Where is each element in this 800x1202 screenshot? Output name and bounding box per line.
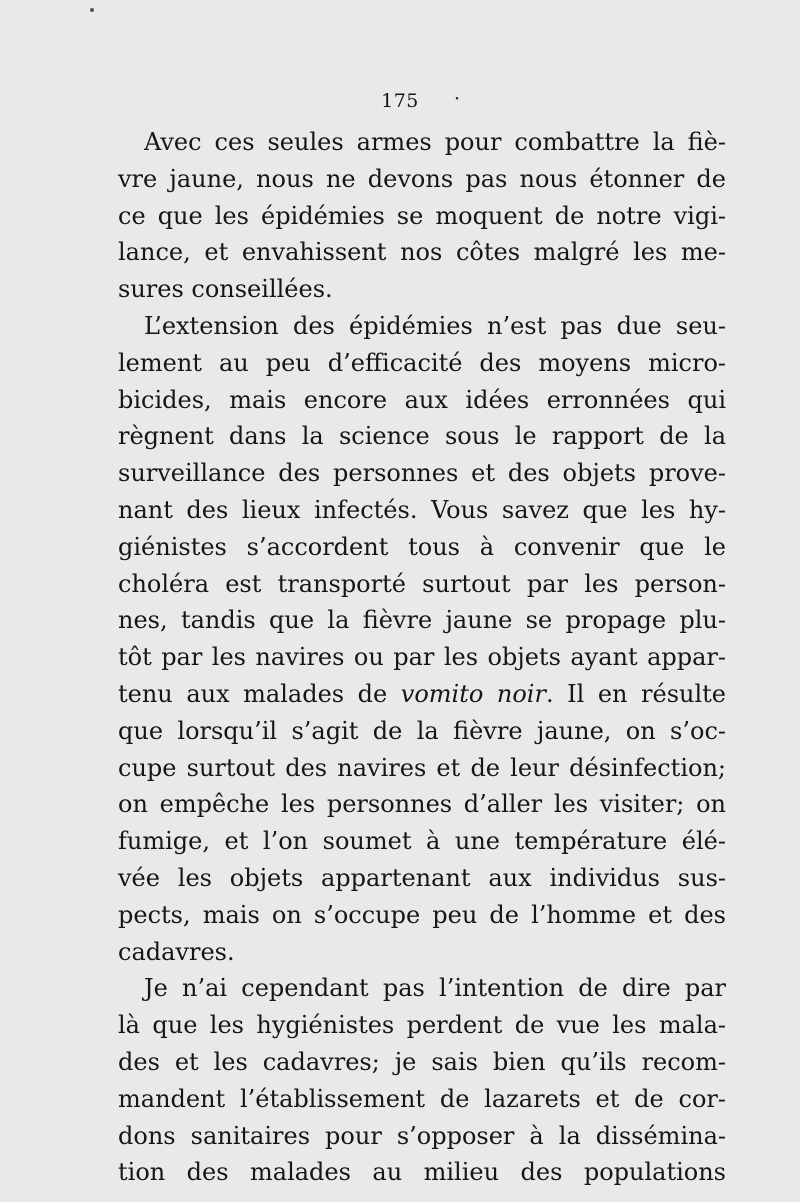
text-line: nes, tandis que la fièvre jaune se propage plu- — [118, 606, 726, 635]
ink-speck — [90, 8, 94, 12]
page-number — [0, 90, 800, 112]
text-line: ce que les épidémies se moquent de notre vigi- — [118, 201, 726, 230]
text-line: lement au peu d’efficacité des moyens micro- — [118, 348, 726, 377]
text-line: fumige, et l’on soumet à une température élé- — [118, 827, 726, 856]
text-line: bicides, mais encore aux idées erronnées qui — [118, 385, 726, 414]
text-line: Avec ces seules armes pour combattre la fiè- — [144, 128, 726, 156]
text-line: tôt par les navires ou par les objets ayant appar- — [118, 643, 726, 672]
text-line: L’extension des épidémies n’est pas due seu- — [144, 311, 726, 340]
text-segment: . Il en résulte — [545, 679, 727, 708]
text-segment: tenu aux malades de — [118, 679, 401, 708]
text-line: choléra est transporté surtout par les person- — [118, 569, 726, 598]
text-line: dons sanitaires pour s’opposer à la dissémina- — [118, 1121, 726, 1150]
page-number-mark: · — [454, 88, 461, 110]
text-line: lance, et envahissent nos côtes malgré les me- — [118, 238, 726, 267]
text-line: giénistes s’accordent tous à convenir que le — [118, 532, 726, 561]
text-line: cadavres. — [118, 937, 235, 966]
text-line: surveillance des personnes et des objets prove- — [118, 459, 726, 488]
text-line: vre jaune, nous ne devons pas nous étonner de — [118, 164, 726, 193]
text-line: nant des lieux infectés. Vous savez que les hy- — [118, 495, 726, 524]
body-text — [118, 124, 726, 1191]
text-line: sures conseillées. — [118, 275, 333, 304]
text-line: cupe surtout des navires et de leur désinfection; — [118, 753, 726, 782]
text-line: vée les objets appartenant aux individus sus- — [118, 863, 726, 892]
text-line: mandent l’établissement de lazarets et de cor- — [118, 1084, 726, 1113]
text-line — [118, 676, 726, 713]
text-line: on empêche les personnes d’aller les visiter; on — [118, 790, 726, 819]
text-line: tion des malades au milieu des populations — [118, 1158, 726, 1187]
text-line: règnent dans la science sous le rapport de la — [118, 422, 726, 451]
text-line: que lorsqu’il s’agit de la fièvre jaune, on s’oc- — [118, 716, 726, 745]
text-line: pects, mais on s’occupe peu de l’homme et des — [118, 900, 726, 929]
text-line: Je n’ai cependant pas l’intention de dire par — [144, 974, 726, 1003]
text-line: des et les cadavres; je sais bien qu’ils recom- — [118, 1047, 726, 1076]
page-number-value: 175 — [381, 90, 419, 112]
italic-phrase: vomito noir — [400, 679, 546, 708]
text-line: là que les hygiénistes perdent de vue les mala- — [118, 1011, 726, 1040]
